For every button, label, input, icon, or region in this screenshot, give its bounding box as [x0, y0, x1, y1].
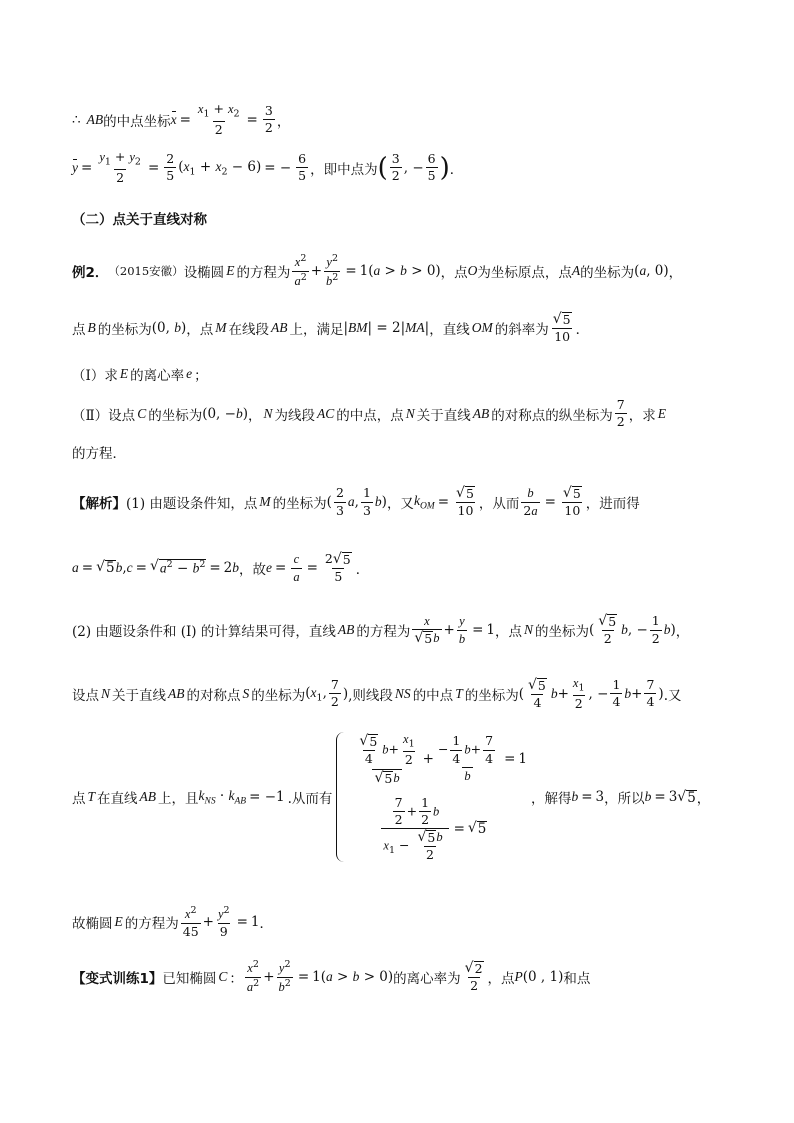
midpoint-y-line: y = $\frac{y_1 + y_2}{2}$ = $\frac{2}{5}$ $(x_1 + x_2 - 6)$ = − $\frac{6}{5}$ ，即中点为 ( $\frac{3}{2}$ , − $\frac{6}{5}$ ) ．: [72, 149, 464, 186]
question-1: （Ⅰ）求 E 的离心率 e ；: [72, 366, 208, 384]
example-line-2: 点 B 的坐标为 (0, b) ，点 M 在线段 AB 上，满足 |BM| = 2|MA| ，直线 OM 的斜率为 √ 5 10 ．: [72, 311, 590, 344]
fraction: $\frac{3}{2}$: [264, 103, 273, 136]
text: 的中点坐标: [103, 113, 171, 130]
analysis-line-3: (2) 由题设条件和 (I) 的计算结果可得，直线 AB 的方程为 x √ 5 b + $\frac{y}{b}$ = 1 ，点 N 的坐标为 ( √ 5 2 b , − $\frac{1}{2}$ b ) ，: [72, 613, 690, 647]
equation-system: √ 5 4 b+ $\frac{x_1}{2}$ √ 5 b + − $\frac{1}{4}$ b+ $\frac{7}{4}$ b = 1 $\frac{7}{2}$ + $\frac{1}{2}$ b $x_1$ − √ 5 b 2 = √ 5: [336, 732, 527, 862]
variant-training-line: 【变式训练1】 已知椭圆 C ： $\frac{x^2}{a^2}$ + $\frac{y^2}{b^2}$ = 1(a > b > 0) 的离心率为 √ 2 2 ，点 P(0 , 1) 和点: [72, 959, 591, 994]
analysis-label: 【解析】: [72, 496, 126, 513]
fraction: $\frac{2}{5}$: [166, 151, 175, 184]
analysis-line-5: 点 T 在直线 AB 上，且 $k_{NS} \cdot k_{AB}$ = −1 .从而有 √ 5 4 b+ $\frac{x_1}{2}$ √ 5 b + − $\frac{1}{4}$ b+ $\frac{7}{4}$ b = 1 $\frac{7}{2}$ + $\frac{1}{2}$ b $x_1$ − √ 5 b 2 = √ 5 ，解得 b = 3 ，所以 b = 3 √ 5 ，: [72, 732, 711, 863]
question-2: （Ⅱ）设点 C 的坐标为 (0, −b) ， N 为线段 AC 的中点，点 N 关于直线 AB 的对称点的纵坐标为 $\frac{7}{2}$ ，求 E: [72, 397, 666, 430]
question-2-cont: 的方程．: [72, 446, 126, 462]
fraction: $\frac{y_1 + y_2}{2}$: [99, 149, 141, 186]
fraction: $\frac{x_1 + x_2}{2}$: [197, 101, 240, 138]
section-heading: （二）点关于直线对称: [72, 212, 207, 228]
analysis-line-2: a = √ 5 b , c = √ $a^2 - b^2$ = 2b ，故 e = $\frac{c}{a}$ = 2 √ 5 5 ．: [72, 551, 370, 584]
analysis-line-1: 【解析】 (1) 由题设条件知，点 M 的坐标为 ( $\frac{2}{3}$ a , $\frac{1}{3}$ b ) ，又 $k_{OM}$ = √ 5 10 ，从而 $\frac{b}{2a}$ = √ 5 10 ，进而得: [72, 485, 640, 518]
example-line-1: 例2． （2015安徽） 设椭圆 E 的方程为 $\frac{x^2}{a^2}$ + $\frac{y^2}{b^2}$ = 1(a > b > 0) ，点 O 为坐标原点，点 A 的坐标为 (a, 0) ，: [72, 253, 683, 288]
midpoint-x-line: ∴ AB 的中点坐标 x = $\frac{x_1 + x_2}{2}$ = $\frac{3}{2}$ ，: [72, 101, 291, 138]
therefore-symbol: ∴: [72, 111, 81, 128]
fraction: $\frac{6}{5}$: [298, 151, 307, 184]
analysis-line-4: 设点 N 关于直线 AB 的对称点 S 的坐标为 ($x_1$, $\frac{7}{2}$ ) ,则线段 NS 的中点 T 的坐标为 ( √ 5 4 b + $\frac{x_1}{2}$ , − $\frac{1}{4}$ b + $\frac{7}{4}$ ) .又: [72, 676, 682, 712]
example-label: 例2．: [72, 265, 109, 282]
variant-label: 【变式训练1】: [72, 971, 163, 988]
analysis-line-6: 故椭圆 E 的方程为 $\frac{x^2}{45}$ + $\frac{y^2}{9}$ = 1 ．: [72, 905, 273, 939]
